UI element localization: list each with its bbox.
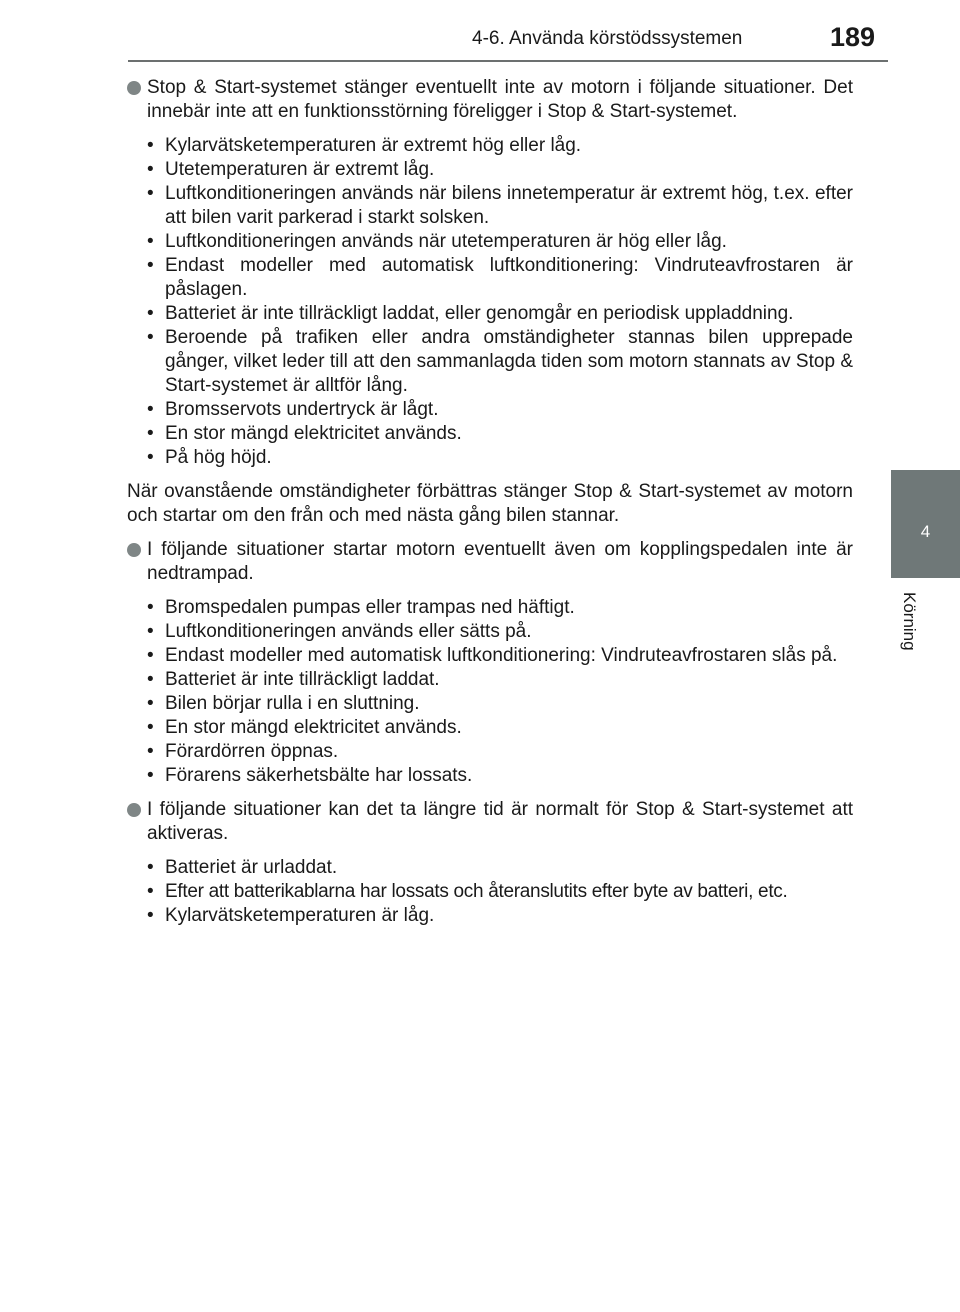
section-intro-2 (127, 538, 853, 586)
list-item: • En stor mängd elektricitet används. (147, 716, 853, 740)
page-number: 189 (830, 22, 876, 52)
chapter-number: 4 (920, 522, 931, 541)
list-item: • På hög höjd. (147, 446, 853, 470)
list-item: • Förardörren öppnas. (147, 740, 853, 764)
list-item: • En stor mängd elektricitet används. (147, 422, 853, 446)
condition-list-1 (127, 134, 853, 470)
list-item: • Bromsservots undertryck är lågt. (147, 398, 853, 422)
list-item: • Beroende på trafiken eller andra omständigheter stannas bilen upprepade gånger, vilket leder till att den sammanlagda tiden som motorn stannats av Stop & Start-systemet är alltför lång. (147, 326, 853, 398)
list-item: • Endast modeller med automatisk luftkonditionering: Vindruteavfrostaren är påslagen. (147, 254, 853, 302)
bullet-dot-icon (127, 81, 141, 95)
list-item: • Förarens säkerhetsbälte har lossats. (147, 764, 853, 788)
condition-list-3 (127, 856, 853, 928)
list-item: • Batteriet är inte tillräckligt laddat. (147, 668, 853, 692)
page-content (127, 76, 853, 938)
section-title: 4-6. Använda körstödssystemen (472, 28, 743, 49)
list-item: • Bromspedalen pumpas eller trampas ned häftigt. (147, 596, 853, 620)
chapter-label: Körning (900, 592, 919, 651)
list-item: • Efter att batterikablarna har lossats och återanslutits efter byte av batteri, etc. (147, 880, 853, 904)
list-item: • Luftkonditioneringen används när bilens innetemperatur är extremt hög, t.ex. efter att bilen varit parkerad i starkt solsken. (147, 182, 853, 230)
list-item: • Kylarvätsketemperaturen är låg. (147, 904, 853, 928)
list-item: • Bilen börjar rulla i en sluttning. (147, 692, 853, 716)
list-item: • Batteriet är urladdat. (147, 856, 853, 880)
list-item: • Luftkonditioneringen används när utetemperaturen är hög eller låg. (147, 230, 853, 254)
header-divider (128, 60, 888, 62)
bullet-dot-icon (127, 803, 141, 817)
section-intro-3 (127, 798, 853, 846)
section-intro-text: I följande situationer kan det ta längre tid är normalt för Stop & Start-systemet att aktiveras. (147, 799, 853, 844)
section-intro-1 (127, 76, 853, 124)
list-item: • Luftkonditioneringen används eller sätts på. (147, 620, 853, 644)
note-paragraph: När ovanstående omständigheter förbättras stänger Stop & Start-systemet av motorn och startar om den från och med nästa gång bilen stannar. (127, 481, 853, 526)
section-intro-text: I följande situationer startar motorn eventuellt även om kopplingspedalen inte är nedtrampad. (147, 539, 853, 584)
list-item: • Kylarvätsketemperaturen är extremt hög eller låg. (147, 134, 853, 158)
condition-list-2 (127, 596, 853, 788)
section-intro-text: Stop & Start-systemet stänger eventuellt inte av motorn i följande situationer. Det innebär inte att en funktionsstörning föreligger i Stop & Start-systemet. (147, 77, 853, 122)
list-item: • Endast modeller med automatisk luftkonditionering: Vindruteavfrostaren slås på. (147, 644, 853, 668)
list-item: • Utetemperaturen är extremt låg. (147, 158, 853, 182)
bullet-dot-icon (127, 543, 141, 557)
list-item: • Batteriet är inte tillräckligt laddat, eller genomgår en periodisk uppladdning. (147, 302, 853, 326)
chapter-tab (891, 470, 960, 578)
